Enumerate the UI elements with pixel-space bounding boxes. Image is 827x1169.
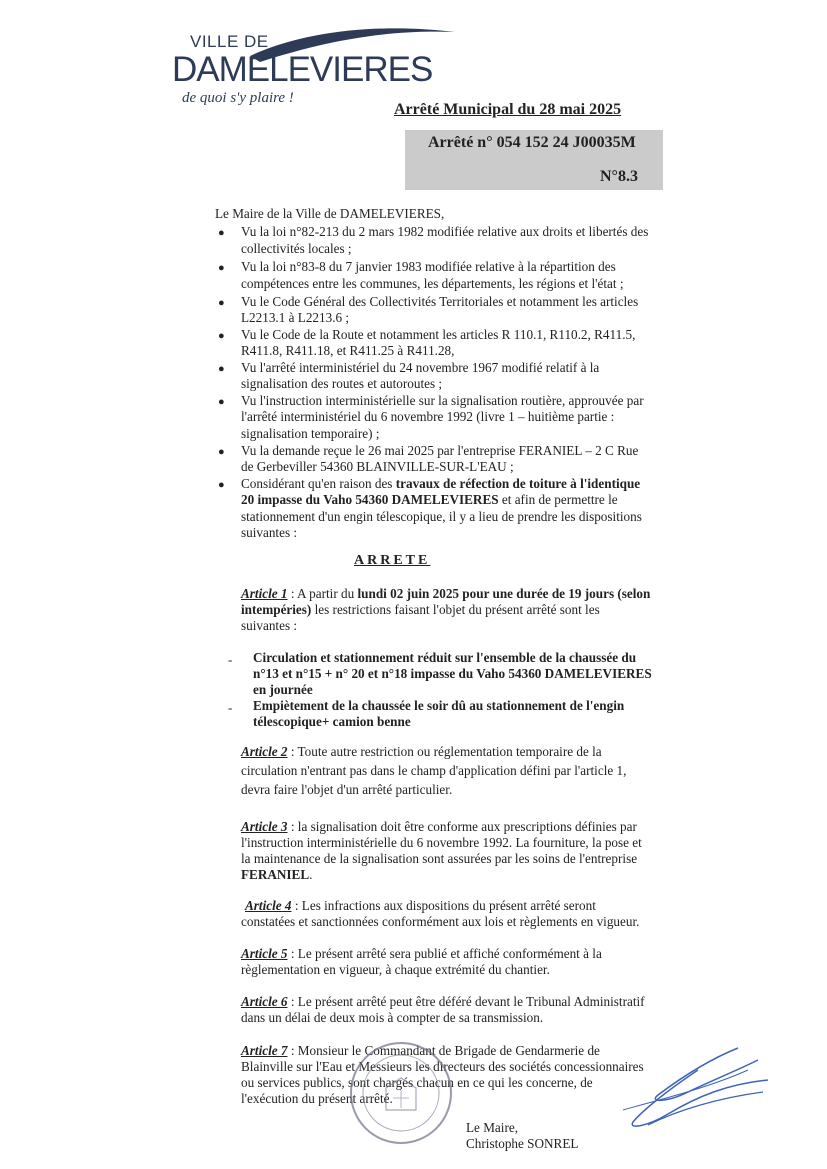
considerant-line: signalisation temporaire) ; (241, 426, 380, 441)
considerant-line: Vu la loi n°83-8 du 7 janvier 1983 modifiée relative à la répartition des (241, 259, 616, 274)
dash-icon: - (228, 652, 233, 667)
considerant-final-line: stationnement d'un engin télescopique, il y a lieu de prendre les dispositions (241, 509, 642, 524)
document-title: Arrêté Municipal du 28 mai 2025 (394, 101, 622, 118)
bullet-icon: ● (218, 330, 225, 342)
considerant-final-line: 20 impasse du Vaho 54360 DAMELEVIERES et afin de permettre le (241, 492, 618, 507)
city-logo (170, 18, 470, 108)
bullet-icon: ● (218, 262, 225, 274)
article1-line: suivantes : (241, 618, 298, 633)
restriction-line: télescopique+ camion benne (253, 714, 411, 729)
article4-line: Article 4 : Les infractions aux dispositions du présent arrêté seront (245, 898, 596, 913)
arrete-number: Arrêté n° 054 152 24 J00035M (428, 134, 636, 151)
municipal-stamp-icon (346, 1038, 456, 1148)
considerant-line: Vu la loi n°82-213 du 2 mars 1982 modifiée relative aux droits et libertés des (241, 224, 649, 239)
logo-line2: DAMELEVIERES (172, 50, 433, 89)
mayor-signature-icon (588, 1040, 788, 1140)
considerant-line: signalisation des routes et autoroutes ; (241, 376, 443, 391)
article1-line: intempéries) les restrictions faisant l'objet du présent arrêté sont les (241, 602, 600, 617)
article3-line: l'instruction interministérielle du 6 novembre 1992. La fourniture, la pose et (241, 835, 642, 850)
considerant-line: Vu l'instruction interministérielle sur la signalisation routière, approuvée par (241, 393, 644, 408)
considerant-line: l'arrêté interministériel du 6 novembre 1992 (livre 1 – huitième partie : (241, 409, 615, 424)
article2-line: devra faire l'objet d'un arrêté particulier. (241, 782, 453, 797)
article7-line: ou services publics, sont chargés chacun en ce qui les concerne, de (241, 1075, 593, 1090)
bullet-icon: ● (218, 396, 225, 408)
signature-name: Christophe SONREL (466, 1136, 579, 1151)
article7-line: Article 7 : Monsieur le Commandant de Brigade de Gendarmerie de (241, 1043, 600, 1058)
article1-line: Article 1 : A partir du lundi 02 juin 2025 pour une durée de 19 jours (selon (241, 586, 651, 601)
bullet-icon: ● (218, 363, 225, 375)
considerant-line: collectivités locales ; (241, 241, 352, 256)
article7-line: Blainville sur l'Eau et Messieurs les directeurs des sociétés concessionnaires (241, 1059, 644, 1074)
arrete-code: N°8.3 (600, 168, 638, 185)
restriction-line: n°13 et n°15 + n° 20 et n°18 impasse du Vaho 54360 DAMELEVIERES (253, 666, 652, 681)
considerant-line: de Gerbeviller 54360 BLAINVILLE-SUR-L'EAU ; (241, 459, 514, 474)
intro-line: Le Maire de la Ville de DAMELEVIERES, (215, 206, 445, 221)
article5-line: règlementation en vigueur, à chaque extrémité du chantier. (241, 962, 550, 977)
article3-line: FERANIEL. (241, 867, 313, 882)
bullet-icon: ● (218, 479, 225, 491)
article7-line: l'exécution du présent arrêté. (241, 1091, 393, 1106)
article6-line: Article 6 : Le présent arrêté peut être déféré devant le Tribunal Administratif (241, 994, 645, 1009)
restriction-line: Empiètement de la chaussée le soir dû au stationnement de l'engin (253, 698, 625, 713)
article3-line: Article 3 : la signalisation doit être conforme aux prescriptions définies par (241, 819, 637, 834)
considerant-line: Vu l'arrêté interministériel du 24 novembre 1967 modifié relatif à la (241, 360, 600, 375)
logo-line1: VILLE DE (190, 32, 269, 51)
arrete-heading: ARRETE (354, 553, 431, 568)
considerant-line: Vu le Code de la Route et notamment les articles R 110.1, R110.2, R411.5, (241, 327, 636, 342)
bullet-icon: ● (218, 297, 225, 309)
considerant-final-line: Considérant qu'en raison des travaux de réfection de toiture à l'identique (241, 476, 641, 491)
article2-line: circulation n'entrant pas dans le champ d'application défini par l'article 1, (241, 763, 627, 778)
signature-title: Le Maire, (466, 1120, 518, 1135)
article6-line: dans un délai de deux mois à compter de sa transmission. (241, 1010, 544, 1025)
considerant-final-line: suivantes : (241, 525, 298, 540)
article5-line: Article 5 : Le présent arrêté sera publié et affiché conformément à la (241, 946, 602, 961)
considerant-line: Vu le Code Général des Collectivités Territoriales et notamment les articles (241, 294, 639, 309)
bullet-icon: ● (218, 227, 225, 239)
bullet-icon: ● (218, 446, 225, 458)
restriction-line: Circulation et stationnement réduit sur l'ensemble de la chaussée du (253, 650, 637, 665)
article2-line: Article 2 : Toute autre restriction ou réglementation temporaire de la (241, 744, 602, 759)
article4-line: constatées et sanctionnées conformément aux lois et règlements en vigueur. (241, 914, 640, 929)
considerant-line: L2213.1 à L2213.6 ; (241, 310, 350, 325)
restriction-line: en journée (253, 682, 313, 697)
article3-line: la maintenance de la signalisation sont assurées par les soins de l'entreprise (241, 851, 638, 866)
considerant-line: compétences entre les communes, les départements, les régions et l'état ; (241, 276, 624, 291)
considerant-line: R411.8, R411.18, et R411.25 à R411.28, (241, 343, 455, 358)
logo-tagline: de quoi s'y plaire ! (182, 90, 294, 106)
dash-icon: - (228, 700, 233, 715)
considerant-line: Vu la demande reçue le 26 mai 2025 par l'entreprise FERANIEL – 2 C Rue (241, 443, 639, 458)
